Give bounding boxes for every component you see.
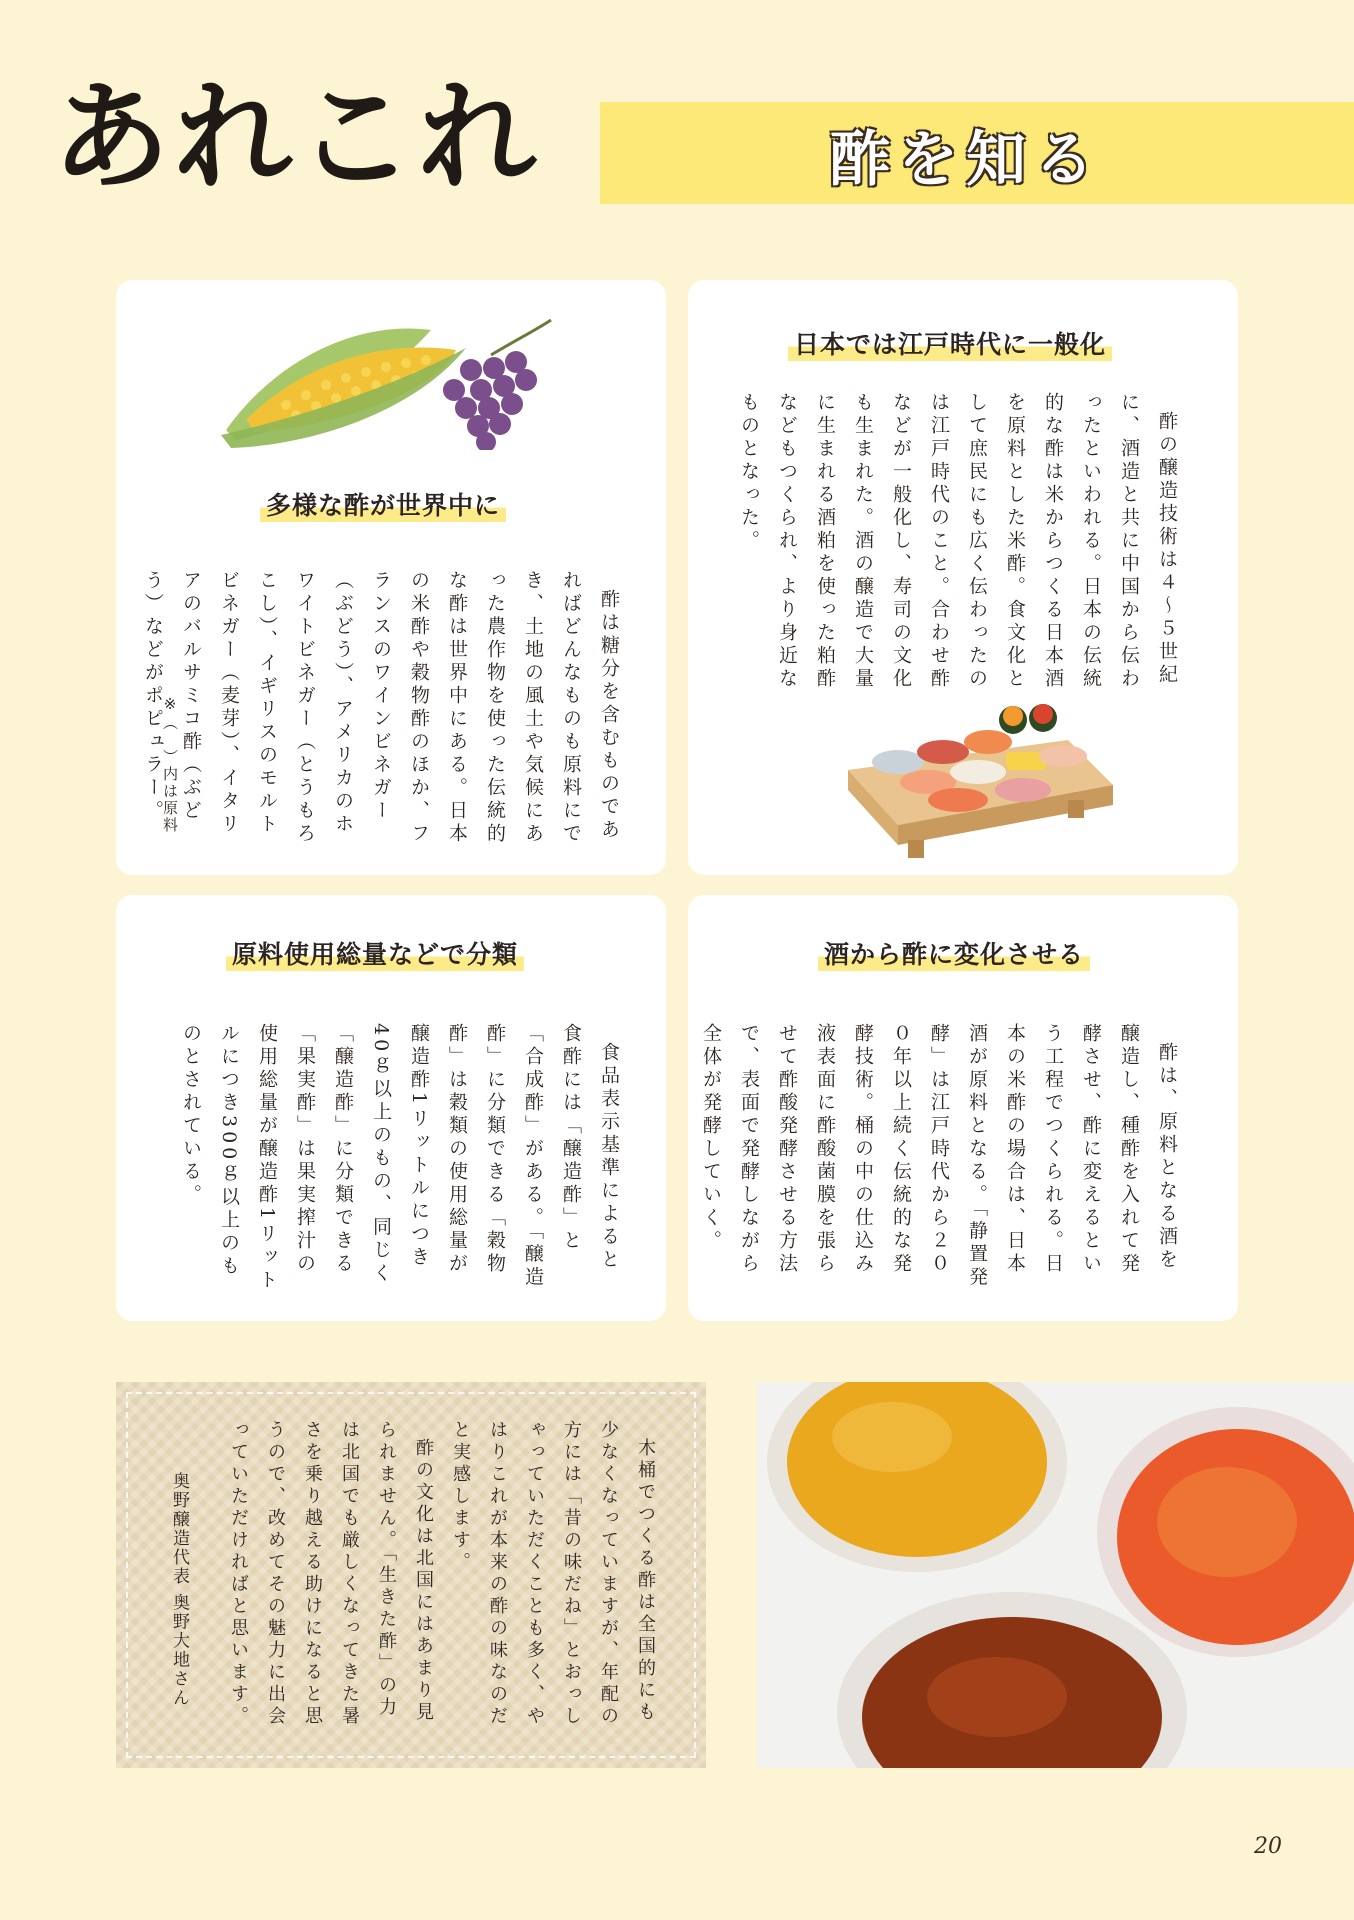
section-body [172,1023,628,1293]
page-number: 20 [1254,1834,1282,1859]
section-body [730,392,1186,692]
section-card-edo-period [688,280,1238,875]
page-title: 酢を知る [830,125,1102,195]
quote-paragraph: 木桶でつくる酢は全国的にも少なくなっていますが、年配の方には「昔の味だね」とおっしゃっていただくことも多く、やはりこれが本来の酢の味なのだと実感します。 [450,1420,656,1728]
section-card-fermentation [688,895,1238,1321]
section-card-classification [116,895,666,1321]
page-headline: あれこれ [52,67,541,206]
section-paragraph: 酢は、原料となる酒を醸造し、種酢を入れて発酵させ、酢に変えるという工程でつくられる。日本の米酢の場合は、日本酒が原料となる。「静置発酵」は江戸時代から２００年以上続く伝統的な発酵技術。桶の中の仕込み液表面に酢酸菌膜を張らせて酢酸発酵させる方法で、表面で発酵しながら全体が発酵していく。 [700,1023,1178,1290]
section-body [134,570,628,850]
section-heading: 日本では江戸時代に一般化 [788,325,1112,361]
quote-speaker: 奥野醸造代表 奥野大地さん [169,1472,189,1708]
section-paragraph: 酢の醸造技術は４～５世紀に、酒造と共に中国から伝わったといわれる。日本の伝統的な酢は米からつくる日本酒を原料とした米酢。食文化として庶民にも広く伝わったのは江戸時代のこと。合わせ酢などが一般化し、寿司の文化も生まれた。酒の醸造で大量に生まれる酒粕を使った粕酢などもつくられ、より身近なものとなった。 [738,392,1178,691]
quote-body [220,1420,664,1740]
section-heading: 原料使用総量などで分類 [226,935,524,971]
vinegar-bowls-image [757,1382,1354,1768]
corn-and-grapes-illustration [216,300,566,450]
corn-icon [221,328,466,448]
source-note: ※（ ）内は原料 [161,695,179,834]
quote-paragraph: 酢の文化は北国にはあまり見られません。「生きた酢」の力は北国でも厳しくなってきた暑さを乗り越える助けになると思うので、改めてその魅力に出会っていただければと思います。 [228,1420,434,1728]
sushi-platter-illustration [838,690,1118,860]
grapes-icon [443,320,551,450]
section-heading: 多様な酢が世界中に [260,486,506,522]
interview-quote-box [116,1382,706,1768]
vinegar-bowls-photo [757,1382,1354,1768]
section-paragraph: 酢は糖分を含むものであればどんなものも原料にでき、土地の風土や気候にあった農作物を使った伝統的な酢は世界中にある。日本の米酢や穀物酢のほか、フランスのワインビネガー（ぶどう）、アメリカのホワイトビネガー（とうもろこし）、イギリスのモルトビネガー（麦芽）、イタリアのバルサミコ酢（ぶどう）などがポピュラー。 [142,570,620,846]
section-body [692,1023,1186,1293]
section-heading: 酒から酢に変化させる [818,935,1090,971]
section-paragraph: 食品表示基準によると食酢には「醸造酢」と「合成酢」がある。「醸造酢」に分類できる「穀物酢」は穀類の使用総量が醸造酢1リットルにつき40ｇ以上のもの、同じく「醸造酢」に分類できる「果実酢」は果実搾汁の使用総量が醸造酢1リットルにつき300ｇ以上のものとされている。 [180,1023,620,1293]
section-card-world-vinegars [116,280,666,875]
